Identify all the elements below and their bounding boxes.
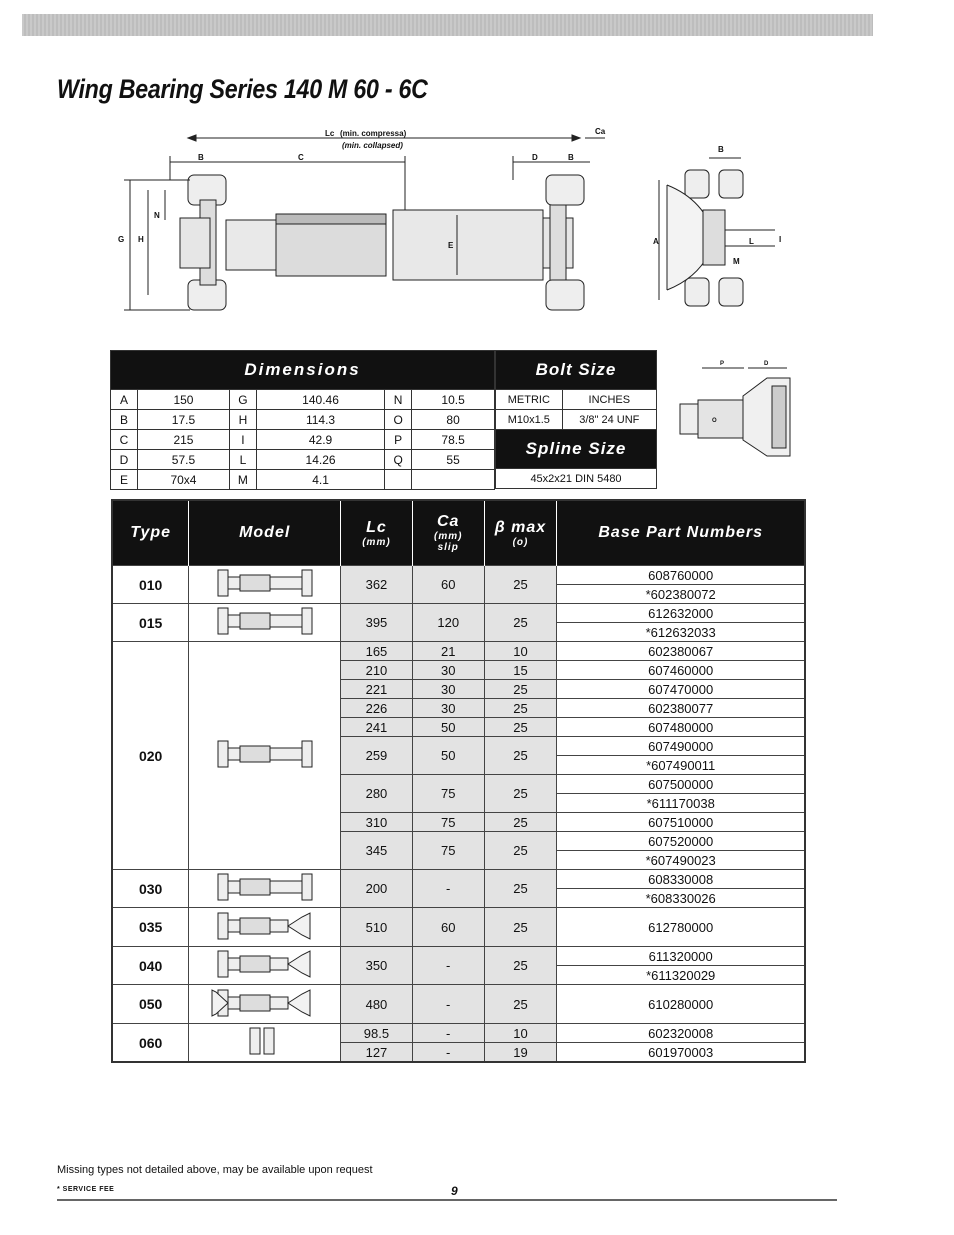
model-cell <box>189 604 341 642</box>
beta-cell: 25 <box>484 680 557 699</box>
dimension-key: Q <box>385 450 412 470</box>
dimensions-row <box>111 410 495 430</box>
part-number-cell: 607510000 <box>557 813 805 832</box>
part-number-cell: 607460000 <box>557 661 805 680</box>
dimension-key: O <box>385 410 412 430</box>
ca-cell: 75 <box>412 832 484 870</box>
type-cell: 040 <box>112 947 189 985</box>
ca-cell: 30 <box>412 680 484 699</box>
label-i: I <box>779 235 782 244</box>
dimension-value: 17.5 <box>138 410 230 430</box>
bolt-size-header: Bolt Size <box>496 351 657 390</box>
model-shaft-icon <box>210 566 320 600</box>
bolt-col-metric: METRIC <box>496 390 563 410</box>
dimension-key <box>385 470 412 490</box>
part-number-cell: 607500000 <box>557 775 805 794</box>
beta-cell: 19 <box>484 1043 557 1063</box>
dimensions-table <box>110 350 495 490</box>
part-number-cell: *608330026 <box>557 889 805 908</box>
dimensions-row <box>111 430 495 450</box>
header-ca-label: Ca <box>436 513 460 530</box>
part-number-cell: *607490023 <box>557 851 805 870</box>
page-number: 9 <box>451 1184 458 1198</box>
part-number-cell: 611320000 <box>557 947 805 966</box>
ca-cell: 75 <box>412 813 484 832</box>
label-d: D <box>532 153 538 162</box>
lc-cell: 280 <box>341 775 413 813</box>
beta-cell: 25 <box>484 985 557 1024</box>
dimension-key: A <box>111 390 138 410</box>
dimension-key: C <box>111 430 138 450</box>
lc-cell: 210 <box>341 661 413 680</box>
ca-cell: 21 <box>412 642 484 661</box>
label-b-left: B <box>198 153 204 162</box>
dimension-value: 150 <box>138 390 230 410</box>
lc-cell: 241 <box>341 718 413 737</box>
driveshaft-side-drawing <box>110 120 610 330</box>
model-shaft-icon <box>210 737 320 771</box>
part-number-cell: 610280000 <box>557 985 805 1024</box>
label-lc-compressed: (min. compressa) <box>340 129 407 138</box>
beta-cell: 10 <box>484 642 557 661</box>
lc-cell: 350 <box>341 947 413 985</box>
dimension-key: N <box>385 390 412 410</box>
dimension-value: 10.5 <box>412 390 495 410</box>
dimension-key: M <box>229 470 256 490</box>
part-number-cell: 608760000 <box>557 566 805 585</box>
label-h: H <box>138 235 144 244</box>
table-row <box>112 908 805 947</box>
dimension-key: D <box>111 450 138 470</box>
header-model: Model <box>189 500 341 566</box>
dimension-value: 4.1 <box>256 470 384 490</box>
ca-cell: 50 <box>412 737 484 775</box>
type-cell: 060 <box>112 1024 189 1063</box>
header-ca-slip: slip <box>437 542 459 553</box>
header-lc <box>341 500 413 566</box>
dimension-value: 140.46 <box>256 390 384 410</box>
lc-cell: 221 <box>341 680 413 699</box>
lc-cell: 259 <box>341 737 413 775</box>
model-shaft-icon <box>210 947 320 981</box>
dimension-key: L <box>229 450 256 470</box>
label-n: N <box>154 211 160 220</box>
footer-note: Missing types not detailed above, may be available upon request <box>57 1164 373 1176</box>
part-number-cell: *612632033 <box>557 623 805 642</box>
part-number-cell: *611170038 <box>557 794 805 813</box>
lc-cell: 362 <box>341 566 413 604</box>
table-row <box>112 870 805 889</box>
part-number-cell: *607490011 <box>557 756 805 775</box>
footer-rule <box>57 1199 837 1201</box>
label-ca: Ca <box>595 127 606 136</box>
beta-cell: 15 <box>484 661 557 680</box>
table-row <box>112 642 805 661</box>
part-number-cell: 607520000 <box>557 832 805 851</box>
ca-cell: 30 <box>412 661 484 680</box>
label-b-right: B <box>568 153 574 162</box>
top-header-bar <box>22 14 873 36</box>
dimensions-row <box>111 390 495 410</box>
header-ca <box>412 500 484 566</box>
label-b-end: B <box>718 145 724 154</box>
label-l: L <box>749 237 754 246</box>
header-type: Type <box>112 500 189 566</box>
header-beta-unit: (o) <box>512 536 529 548</box>
type-cell: 035 <box>112 908 189 947</box>
part-number-cell: 607470000 <box>557 680 805 699</box>
model-cell <box>189 947 341 985</box>
model-shaft-icon <box>210 986 320 1020</box>
beta-cell: 25 <box>484 566 557 604</box>
label-m: M <box>733 257 740 266</box>
ca-cell: 30 <box>412 699 484 718</box>
dimension-key: P <box>385 430 412 450</box>
table-row <box>112 566 805 585</box>
label-e: E <box>448 241 454 250</box>
table-row <box>112 985 805 1024</box>
bolt-col-inches: INCHES <box>562 390 656 410</box>
flange-detail-drawing <box>672 356 807 464</box>
dimension-key: E <box>111 470 138 490</box>
lc-cell: 395 <box>341 604 413 642</box>
part-number-cell: 612780000 <box>557 908 805 947</box>
part-number-cell: 612632000 <box>557 604 805 623</box>
label-c: C <box>298 153 304 162</box>
lc-cell: 165 <box>341 642 413 661</box>
ca-cell: 75 <box>412 775 484 813</box>
dimensions-row <box>111 450 495 470</box>
model-cell <box>189 1024 341 1063</box>
part-number-cell: 607480000 <box>557 718 805 737</box>
dimension-value: 55 <box>412 450 495 470</box>
dimension-key: G <box>229 390 256 410</box>
part-number-cell: 602380067 <box>557 642 805 661</box>
dimension-value: 14.26 <box>256 450 384 470</box>
header-ca-unit: (mm) <box>433 531 463 542</box>
label-o: O <box>712 418 717 424</box>
beta-cell: 25 <box>484 870 557 908</box>
lc-cell: 98.5 <box>341 1024 413 1043</box>
label-g: G <box>118 235 125 244</box>
beta-cell: 25 <box>484 908 557 947</box>
dimension-value: 215 <box>138 430 230 450</box>
part-number-cell: 601970003 <box>557 1043 805 1063</box>
part-number-cell: *611320029 <box>557 966 805 985</box>
model-shaft-icon <box>210 604 320 638</box>
dimension-value: 114.3 <box>256 410 384 430</box>
spline-size-value: 45x2x21 DIN 5480 <box>496 469 657 489</box>
table-row <box>112 604 805 623</box>
header-beta-label: β max <box>494 518 547 536</box>
dimension-value: 42.9 <box>256 430 384 450</box>
dimensions-row <box>111 470 495 490</box>
part-number-cell: 602320008 <box>557 1024 805 1043</box>
part-number-cell: 608330008 <box>557 870 805 889</box>
model-cell <box>189 642 341 870</box>
dimension-key: H <box>229 410 256 430</box>
dimension-key: I <box>229 430 256 450</box>
table-row <box>112 1024 805 1043</box>
page-title: Wing Bearing Series 140 M 60 - 6C <box>57 74 428 104</box>
part-number-cell: 607490000 <box>557 737 805 756</box>
type-cell: 030 <box>112 870 189 908</box>
label-p: P <box>720 361 725 367</box>
lc-cell: 510 <box>341 908 413 947</box>
ca-cell: 60 <box>412 908 484 947</box>
parts-table <box>111 499 806 1063</box>
ca-cell: - <box>412 870 484 908</box>
model-cell <box>189 908 341 947</box>
type-cell: 010 <box>112 566 189 604</box>
type-cell: 020 <box>112 642 189 870</box>
model-cell <box>189 870 341 908</box>
table-row <box>112 947 805 966</box>
model-shaft-icon <box>210 909 320 943</box>
beta-cell: 25 <box>484 737 557 775</box>
lc-cell: 310 <box>341 813 413 832</box>
label-lc: Lc <box>325 129 335 138</box>
lc-cell: 345 <box>341 832 413 870</box>
flange-end-view-drawing <box>645 140 795 330</box>
lc-cell: 200 <box>341 870 413 908</box>
ca-cell: 120 <box>412 604 484 642</box>
ca-cell: 60 <box>412 566 484 604</box>
beta-cell: 25 <box>484 718 557 737</box>
header-lc-label: Lc <box>366 518 387 536</box>
header-lc-unit: (mm) <box>362 536 391 548</box>
ca-cell: 50 <box>412 718 484 737</box>
ca-cell: - <box>412 1043 484 1063</box>
ca-cell: - <box>412 985 484 1024</box>
beta-cell: 25 <box>484 813 557 832</box>
header-beta-max <box>484 500 557 566</box>
lc-cell: 127 <box>341 1043 413 1063</box>
dimensions-header: Dimensions <box>111 351 495 390</box>
dimension-value: 70x4 <box>138 470 230 490</box>
dimension-value <box>412 470 495 490</box>
beta-cell: 25 <box>484 947 557 985</box>
beta-cell: 10 <box>484 1024 557 1043</box>
dimension-key: B <box>111 410 138 430</box>
type-cell: 050 <box>112 985 189 1024</box>
dimension-value: 78.5 <box>412 430 495 450</box>
beta-cell: 25 <box>484 604 557 642</box>
spline-size-header: Spline Size <box>496 430 657 469</box>
beta-cell: 25 <box>484 832 557 870</box>
footer-service-fee: * SERVICE FEE <box>57 1186 115 1193</box>
part-number-cell: 602380077 <box>557 699 805 718</box>
label-d-detail: D <box>764 361 769 367</box>
label-a: A <box>653 237 659 246</box>
bolt-spline-table <box>495 350 657 489</box>
model-cell <box>189 566 341 604</box>
header-part-numbers: Base Part Numbers <box>557 500 805 566</box>
type-cell: 015 <box>112 604 189 642</box>
part-number-cell: *602380072 <box>557 585 805 604</box>
model-shaft-icon <box>210 870 320 904</box>
ca-cell: - <box>412 947 484 985</box>
beta-cell: 25 <box>484 775 557 813</box>
ca-cell: - <box>412 1024 484 1043</box>
bolt-metric-value: M10x1.5 <box>496 410 563 430</box>
lc-cell: 480 <box>341 985 413 1024</box>
beta-cell: 25 <box>484 699 557 718</box>
label-lc-collapsed: (min. collapsed) <box>342 141 403 150</box>
dimension-value: 80 <box>412 410 495 430</box>
dimension-value: 57.5 <box>138 450 230 470</box>
model-shaft-icon <box>210 1024 320 1058</box>
lc-cell: 226 <box>341 699 413 718</box>
model-cell <box>189 985 341 1024</box>
bolt-inches-value: 3/8" 24 UNF <box>562 410 656 430</box>
